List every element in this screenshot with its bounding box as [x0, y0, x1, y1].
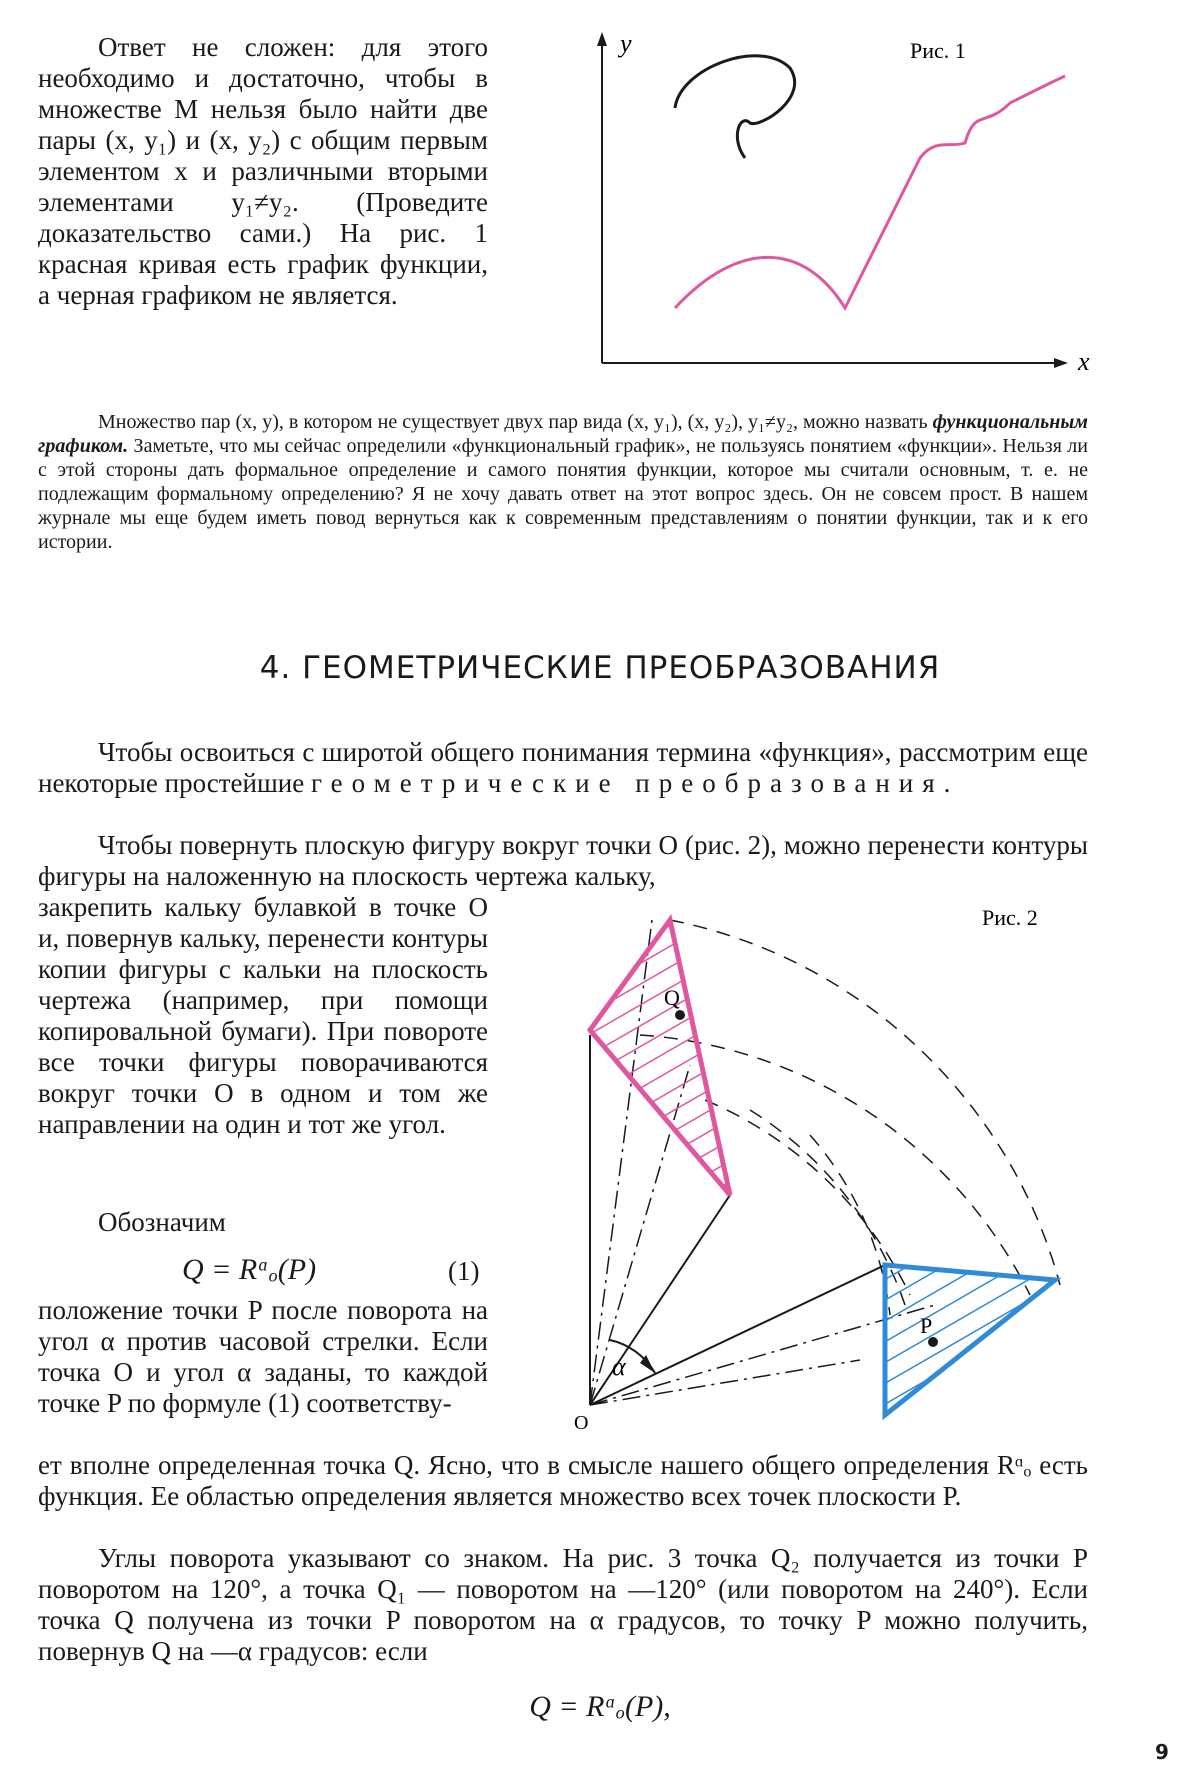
intro-paragraph: [38, 32, 488, 311]
y-axis-arrow: [597, 32, 607, 46]
figure-2-caption: Рис. 2: [982, 905, 1038, 930]
page-number: 9: [1155, 1740, 1169, 1764]
paragraph-2-side: закрепить кальку булавкой в точке O и, повернув кальку, перенести контуры копии фигуры с кальки на плоскость чертежа (например, при помощи копировальной бумаги). При повороте все точки фигуры поворачиваются вокруг точки O в одном и том же направлении на один и тот же угол.: [38, 892, 488, 1139]
y-axis-label: y: [620, 29, 632, 58]
paragraph-3-bottom: ет вполне определенная точка Q. Ясно, что в смысле нашего общего определения Rᵅₒ есть функция. Ее областью определения является множество всех точек плоскости P.: [38, 1450, 1088, 1511]
paragraph-1-spaced-term: геометрические преобразования.: [310, 768, 960, 798]
label-alpha: α: [612, 1352, 626, 1381]
x-axis-arrow: [1054, 358, 1068, 368]
paragraph-1: [38, 737, 1088, 799]
x-axis-label: x: [1078, 347, 1090, 376]
note-text-after: Заметьте, что мы сейчас определили «функциональный график», не пользуясь понятием «функции». Нельзя ли с этой стороны дать формальное определение и самого понятия функции, которое мы считали основным, т. е. не подлежащим формальному определению? Я не хочу давать ответ на этот вопрос здесь. Он не совсем прост. В нашем журнале мы еще будем иметь повод вернуться как к современным представлениям о понятии функции, так и к его истории.: [38, 435, 1088, 553]
triangle-p: [885, 1265, 1055, 1415]
note-term: функциональным графиком.: [38, 411, 1088, 457]
formula-1: Q = Rᵅₒ(P): [182, 1253, 317, 1286]
note-paragraph: [38, 410, 1088, 554]
label-q: Q: [664, 985, 680, 1010]
paragraph-1-text: Чтобы освоиться с широтой общего понимания термина «функция», рассмотрим еще некоторые простейшие: [38, 737, 1088, 798]
section-heading: 4. ГЕОМЕТРИЧЕСКИЕ ПРЕОБРАЗОВАНИЯ: [259, 650, 941, 686]
paragraph-4: Углы поворота указывают со знаком. На рис. 3 точка Q₂ получается из точки P поворотом на 120°, а точка Q₁ — поворотом на —120° (или поворотом на 240°). Если точка Q получена из точки P поворотом на α градусов, то точку P можно получить, повернув Q на —α градусов: если: [38, 1543, 1088, 1666]
red-function-curve: [675, 76, 1065, 308]
triangle-q: [590, 920, 730, 1195]
point-q: [675, 1010, 685, 1020]
black-non-function-curve: [675, 56, 795, 158]
figure-1: [590, 28, 1100, 378]
point-p: [928, 1337, 938, 1347]
figure-1-caption: Рис. 1: [910, 38, 966, 63]
notation-label: Обозначим: [98, 1207, 226, 1237]
paragraph-2-top: Чтобы повернуть плоскую фигуру вокруг точки O (рис. 2), можно перенести контуры фигуры на наложенную на плоскость чертежа кальку,: [38, 830, 1088, 891]
ray-to-q-triangle: [590, 1195, 730, 1405]
figure-2: [560, 905, 1100, 1445]
label-o: O: [574, 1412, 589, 1434]
ray-to-p-triangle: [590, 1265, 885, 1405]
paragraph-3-side: положение точки P после поворота на угол α против часовой стрелки. Если точка O и угол α заданы, то каждой точке P по формуле (1) соответству-: [38, 1295, 488, 1418]
label-p: P: [920, 1313, 933, 1338]
formula-1-number: (1): [448, 1256, 480, 1286]
note-text-before: Множество пар (x, y), в котором не существует двух пар вида (x, y₁), (x, y₂), y₁≠y₂, можно назвать: [98, 411, 933, 433]
formula-2: Q = Rᵅₒ(P),: [529, 1690, 671, 1723]
intro-text: Ответ не сложен: для этого необходимо и достаточно, чтобы в множестве M нельзя было найти две пары (x, y₁) и (x, y₂) с общим первым элементом x и различными вторыми элементами y₁≠y₂. (Проведите доказательство сами.) На рис. 1 красная кривая есть график функции, а черная графиком не является.: [38, 32, 488, 310]
